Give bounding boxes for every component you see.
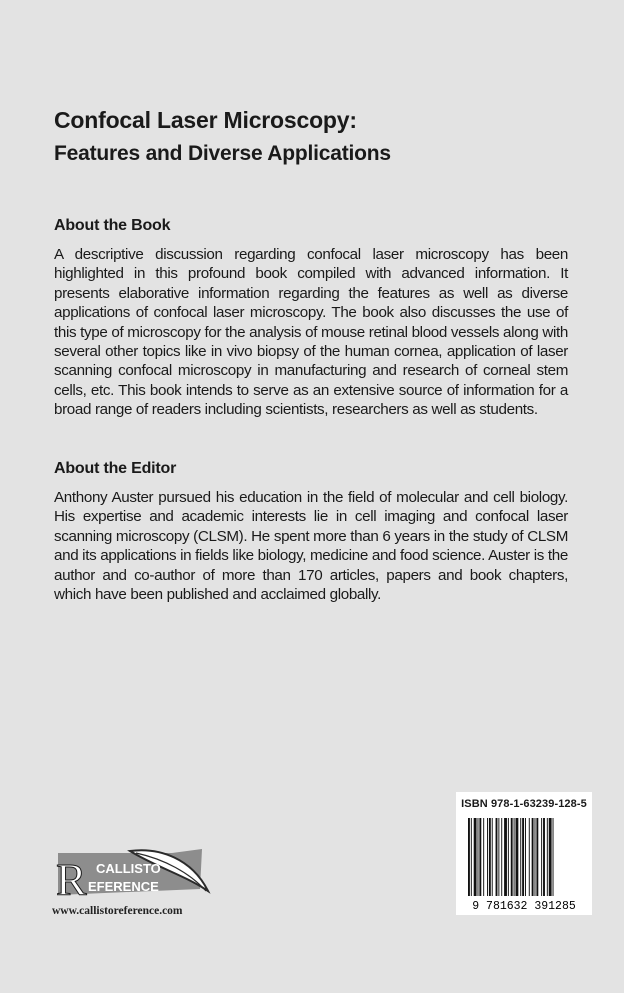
barcode-bar	[498, 818, 499, 896]
barcode-bar	[553, 818, 554, 896]
barcode-bar	[547, 818, 548, 896]
barcode-bar	[529, 818, 530, 896]
book-title	[54, 103, 594, 171]
logo-word-callisto: CALLISTO	[96, 861, 161, 876]
barcode-bar	[487, 818, 488, 896]
about-editor-heading: About the Editor	[54, 460, 177, 477]
isbn-label: ISBN 978-1-63239-128-5	[461, 798, 587, 810]
barcode-bar	[541, 818, 542, 896]
barcode-bar	[478, 818, 479, 896]
barcode-bar	[492, 818, 493, 896]
title-line-1: Confocal Laser Microscopy:	[54, 107, 357, 133]
barcode-bar	[479, 818, 481, 896]
barcode-bar	[489, 818, 491, 896]
barcode-bar	[483, 818, 484, 896]
about-editor-text: Anthony Auster pursued his education in the field of molecular and cell biology. His expertise and academic interests lie in cell imaging and confocal laser scanning microscopy (CLSM). He spent more than 6 years in the study of CLSM and its applications in fields like biology, medicine and food science. Auster is the author and co-author of more than 170 articles, papers and book chapters, which have been published and acclaimed globally.	[54, 489, 568, 604]
barcode-bar	[474, 818, 477, 896]
about-book-heading: About the Book	[54, 217, 171, 234]
barcode-bar	[535, 818, 536, 896]
barcode-bar	[514, 818, 515, 896]
barcode	[462, 818, 586, 912]
publisher-website: www.callistoreference.com	[52, 905, 183, 917]
barcode-bar	[468, 818, 470, 896]
barcode-bar	[532, 818, 534, 896]
barcode-bar	[511, 818, 513, 896]
title-line-2: Features and Diverse Applications	[54, 142, 391, 165]
barcode-bar	[504, 818, 507, 896]
barcode-digits: 9 781632 391285	[472, 900, 576, 912]
barcode-bar	[508, 818, 509, 896]
barcode-bar	[522, 818, 524, 896]
logo-letter: R	[56, 854, 87, 903]
barcode-bar	[525, 818, 526, 896]
barcode-bar	[496, 818, 498, 896]
barcode-bar	[520, 818, 521, 896]
publisher-logo	[52, 845, 212, 903]
barcode-panel	[456, 792, 592, 915]
about-book-text: A descriptive discussion regarding confocal laser microscopy has been highlighted in this profound book compiled with advanced information. It presents elaborative information regarding the features as well as diverse applications of confocal laser microscopy. The book also discusses the use of this type of microscopy for the analysis of mouse retinal blood vessels along with several other topics like in vivo biopsy of the human cornea, application of laser scanning confocal microscopy in manufacturing and research of corneal stem cells, etc. This book intends to serve as an extensive source of information for a broad range of readers including scientists, researchers as well as students.	[54, 246, 568, 419]
barcode-bar	[549, 818, 552, 896]
barcode-bar	[471, 818, 472, 896]
barcode-bar	[501, 818, 502, 896]
barcode-bar	[536, 818, 538, 896]
barcode-bar	[516, 818, 519, 896]
barcode-bar	[543, 818, 545, 896]
logo-word-reference: EFERENCE	[88, 879, 159, 894]
